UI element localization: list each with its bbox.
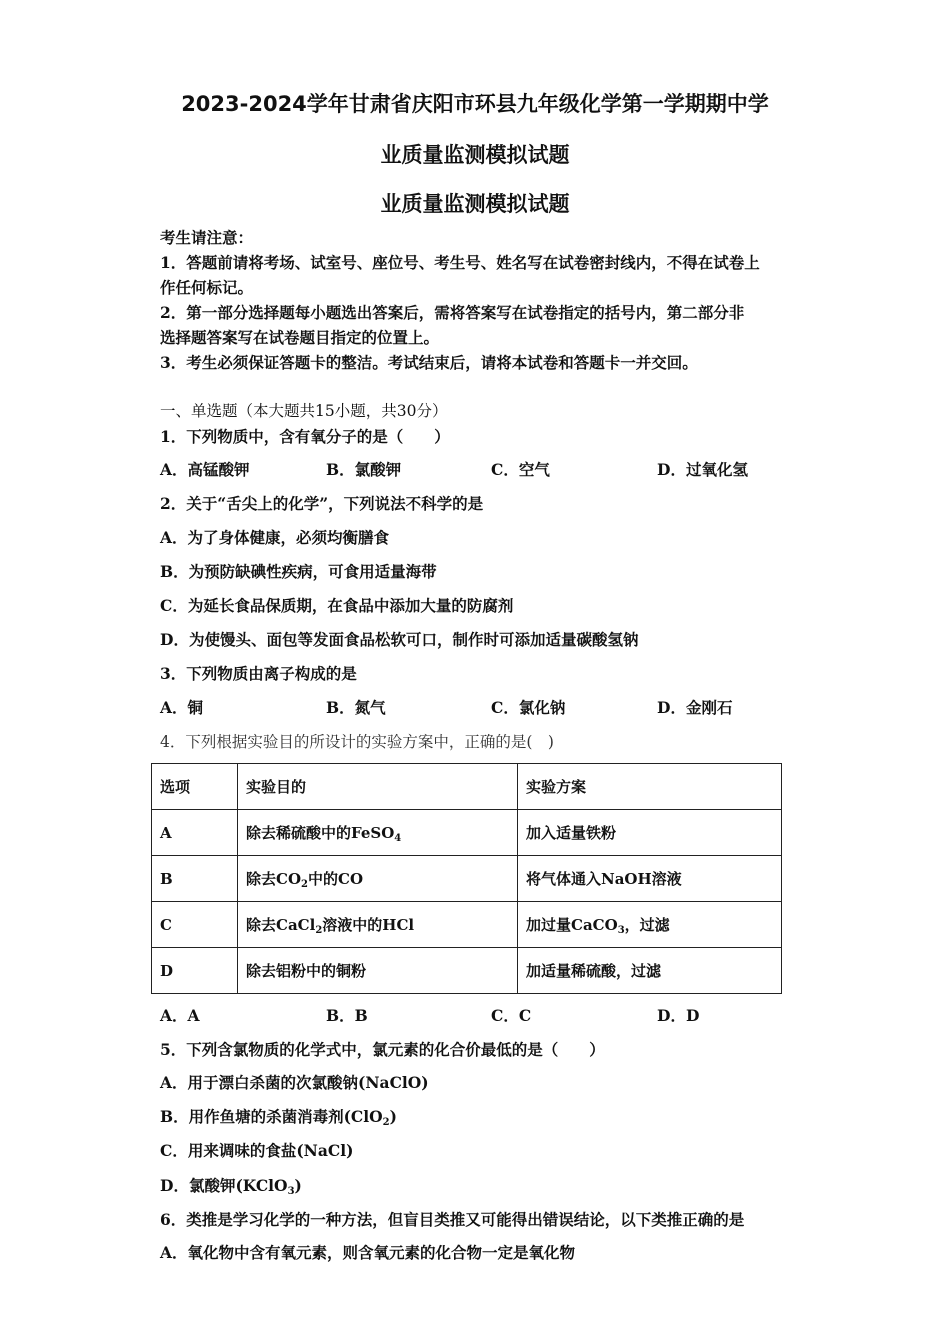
header-plan: 实验方案	[518, 764, 782, 810]
notice-item: 3．考生必须保证答题卡的整洁。考试结束后，请将本试卷和答题卡一并交回。	[160, 353, 698, 372]
question-3-option-c: C．氯化钠	[491, 698, 566, 717]
exam-title-line-3: 业质量监测模拟试题	[380, 192, 570, 216]
row-plan: 将气体通入NaOH溶液	[518, 856, 782, 902]
header-goal: 实验目的	[238, 764, 518, 810]
notice-heading: 考生请注意：	[160, 228, 254, 247]
row-plan: 加适量稀硫酸，过滤	[518, 948, 782, 994]
question-4-option-c: C．C	[491, 1006, 532, 1025]
row-goal: 除去铝粉中的铜粉	[238, 948, 518, 994]
table-row	[152, 902, 782, 948]
question-4-option-d: D．D	[657, 1006, 700, 1025]
table-row	[152, 948, 782, 994]
row-option: A	[152, 810, 238, 856]
question-6-option-a: A．氧化物中含有氧元素，则含氧元素的化合物一定是氧化物	[160, 1243, 576, 1262]
question-2-option-d: D．为使馒头、面包等发面食品松软可口，制作时可添加适量碳酸氢钠	[160, 630, 639, 649]
question-4-option-a: A．A	[160, 1006, 200, 1025]
question-1-option-c: C．空气	[491, 460, 550, 479]
row-goal: 除去$CO_2$中的CO	[238, 856, 518, 902]
question-3-stem: 3．下列物质由离子构成的是	[160, 664, 357, 683]
row-goal: 除去稀硫酸中的FeSO$_4$	[238, 810, 518, 856]
question-5-option-d: D．氯酸钾(KClO$_3$)	[160, 1176, 302, 1197]
question-5-option-c: C．用来调味的食盐(NaCl)	[160, 1141, 354, 1160]
question-3-option-d: D．金刚石	[657, 698, 733, 717]
row-plan: 加入适量铁粉	[518, 810, 782, 856]
exam-title-line-2: 业质量监测模拟试题	[380, 143, 570, 167]
notice-item: 1．答题前请将考场、试室号、座位号、考生号、姓名写在试卷密封线内，不得在试卷上	[160, 253, 760, 272]
question-5-option-b: B．用作鱼塘的杀菌消毒剂(ClO$_2$)	[160, 1107, 397, 1128]
question-6-stem: 6．类推是学习化学的一种方法，但盲目类推又可能得出错误结论，以下类推正确的是	[160, 1210, 745, 1229]
question-2-stem: 2．关于“舌尖上的化学”，下列说法不科学的是	[160, 494, 484, 513]
row-option: B	[152, 856, 238, 902]
question-4-stem: 4．下列根据实验目的所设计的实验方案中，正确的是( )	[160, 733, 554, 751]
exam-title-line-1: 2023-2024学年甘肃省庆阳市环县九年级化学第一学期期中学	[181, 92, 769, 116]
row-option: D	[152, 948, 238, 994]
table-header-row	[152, 764, 782, 810]
question-3-option-b: B．氮气	[326, 698, 386, 717]
question-1-stem: 1．下列物质中，含有氧分子的是（ ）	[160, 427, 450, 446]
row-option: C	[152, 902, 238, 948]
row-plan: 加过量CaCO$_3$，过滤	[518, 902, 782, 948]
question-2-option-c: C．为延长食品保质期，在食品中添加大量的防腐剂	[160, 596, 514, 615]
question-1-option-b: B．氯酸钾	[326, 460, 402, 479]
table-row	[152, 856, 782, 902]
question-1-option-a: A．高锰酸钾	[160, 460, 250, 479]
question-4-option-b: B．B	[326, 1006, 368, 1025]
table-row	[152, 810, 782, 856]
question-3-option-a: A．铜	[160, 698, 204, 717]
notice-item: 作任何标记。	[160, 278, 254, 297]
question-5-stem: 5．下列含氯物质的化学式中，氯元素的化合价最低的是（ ）	[160, 1040, 605, 1059]
question-5-option-a: A．用于漂白杀菌的次氯酸钠(NaClO)	[160, 1073, 429, 1092]
experiment-table	[151, 763, 782, 994]
notice-item: 2．第一部分选择题每小题选出答案后，需将答案写在试卷指定的括号内，第二部分非	[160, 303, 745, 322]
question-1-option-d: D．过氧化氢	[657, 460, 748, 479]
header-option: 选项	[152, 764, 238, 810]
notice-item: 选择题答案写在试卷题目指定的位置上。	[160, 328, 440, 347]
question-2-option-b: B．为预防缺碘性疾病，可食用适量海带	[160, 562, 437, 581]
row-goal: 除去CaCl$_2$溶液中的HCl	[238, 902, 518, 948]
section-heading: 一、单选题（本大题共15小题，共30分）	[160, 402, 448, 420]
question-2-option-a: A．为了身体健康，必须均衡膳食	[160, 528, 390, 547]
